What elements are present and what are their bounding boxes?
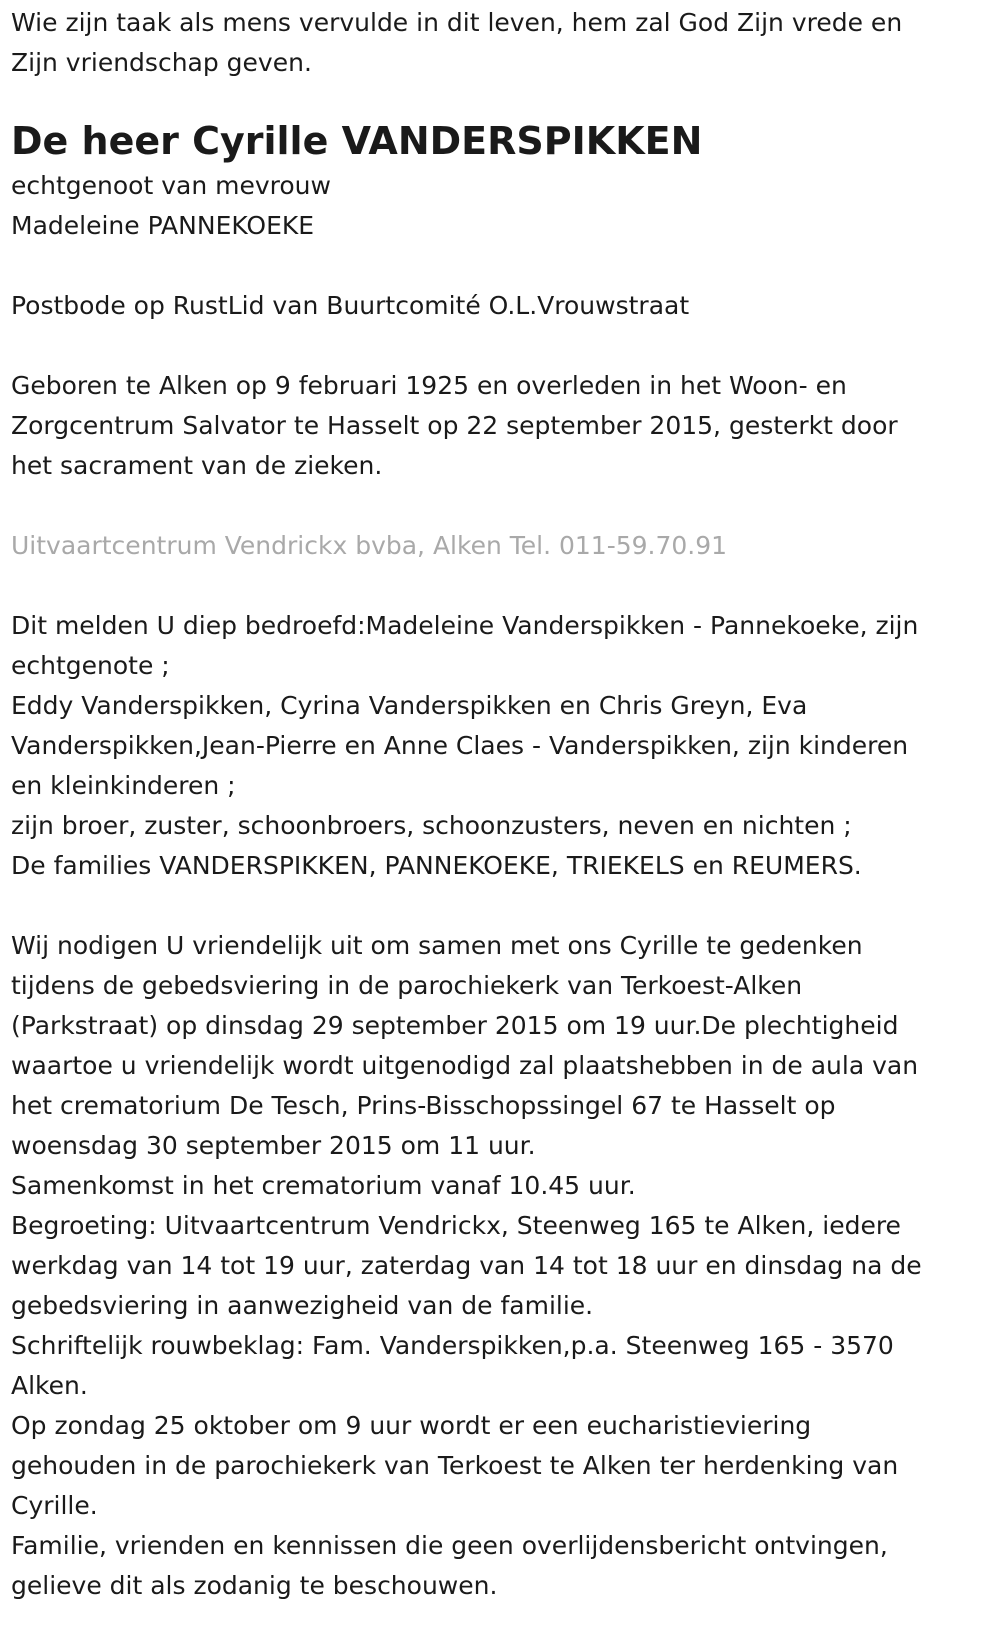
ceremony-line: waartoe u vriendelijk wordt uitgenodigd zal plaatshebben in de aula van [11, 1051, 919, 1080]
mourners-line: zijn broer, zuster, schoonbroers, schoonzusters, neven en nichten ; [11, 811, 852, 840]
ceremony-details [11, 926, 989, 1606]
spouse-info [11, 166, 989, 246]
birth-death-line: het sacrament van de zieken. [11, 451, 383, 480]
ceremony-line: Op zondag 25 oktober om 9 uur wordt er een eucharistieviering [11, 1411, 812, 1440]
birth-death-line: Zorgcentrum Salvator te Hasselt op 22 september 2015, gesterkt door [11, 411, 898, 440]
mourners-line: echtgenote ; [11, 651, 170, 680]
ceremony-line: gehouden in de parochiekerk van Terkoest te Alken ter herdenking van [11, 1451, 899, 1480]
ceremony-line: Samenkomst in het crematorium vanaf 10.45 uur. [11, 1171, 636, 1200]
ceremony-line: het crematorium De Tesch, Prins-Bisschopssingel 67 te Hasselt op [11, 1091, 836, 1120]
ceremony-line: Wij nodigen U vriendelijk uit om samen met ons Cyrille te gedenken [11, 931, 863, 960]
occupation: Postbode op RustLid van Buurtcomité O.L.Vrouwstraat [11, 291, 690, 320]
ceremony-line: Schriftelijk rouwbeklag: Fam. Vanderspikken,p.a. Steenweg 165 - 3570 [11, 1331, 894, 1360]
ceremony-line: Alken. [11, 1371, 88, 1400]
spacer [11, 326, 989, 366]
ceremony-line: tijdens de gebedsviering in de parochiekerk van Terkoest-Alken [11, 971, 803, 1000]
ceremony-line: (Parkstraat) op dinsdag 29 september 2015 om 19 uur.De plechtigheid [11, 1011, 899, 1040]
ceremony-line: gelieve dit als zodanig te beschouwen. [11, 1571, 498, 1600]
ceremony-line: Cyrille. [11, 1491, 98, 1520]
spacer [11, 246, 989, 286]
mourners-line: Eddy Vanderspikken, Cyrina Vanderspikken en Chris Greyn, Eva [11, 691, 808, 720]
ceremony-line: werkdag van 14 tot 19 uur, zaterdag van 14 tot 18 uur en dinsdag na de [11, 1251, 922, 1280]
memorial-quote [11, 3, 989, 83]
birth-death-info [11, 366, 989, 486]
mourners-line: Dit melden U diep bedroefd:Madeleine Vanderspikken - Pannekoeke, zijn [11, 611, 919, 640]
quote-line: Wie zijn taak als mens vervulde in dit leven, hem zal God Zijn vrede en [11, 8, 903, 37]
mourners-list [11, 606, 989, 886]
spouse-line: Madeleine PANNEKOEKE [11, 211, 315, 240]
spacer [11, 566, 989, 606]
ceremony-line: Begroeting: Uitvaartcentrum Vendrickx, Steenweg 165 te Alken, iedere [11, 1211, 901, 1240]
quote-line: Zijn vriendschap geven. [11, 48, 312, 77]
ceremony-line: gebedsviering in aanwezigheid van de familie. [11, 1291, 594, 1320]
spacer [11, 886, 989, 926]
mourners-line: en kleinkinderen ; [11, 771, 236, 800]
spouse-line: echtgenoot van mevrouw [11, 171, 331, 200]
spacer [11, 486, 989, 526]
funeral-home: Uitvaartcentrum Vendrickx bvba, Alken Tel. 011-59.70.91 [11, 531, 728, 560]
ceremony-line: woensdag 30 september 2015 om 11 uur. [11, 1131, 536, 1160]
mourners-line: De families VANDERSPIKKEN, PANNEKOEKE, TRIEKELS en REUMERS. [11, 851, 862, 880]
deceased-name: De heer Cyrille VANDERSPIKKEN [11, 119, 703, 163]
birth-death-line: Geboren te Alken op 9 februari 1925 en overleden in het Woon- en [11, 371, 847, 400]
ceremony-line: Familie, vrienden en kennissen die geen overlijdensbericht ontvingen, [11, 1531, 888, 1560]
mourners-line: Vanderspikken,Jean-Pierre en Anne Claes - Vanderspikken, zijn kinderen [11, 731, 909, 760]
